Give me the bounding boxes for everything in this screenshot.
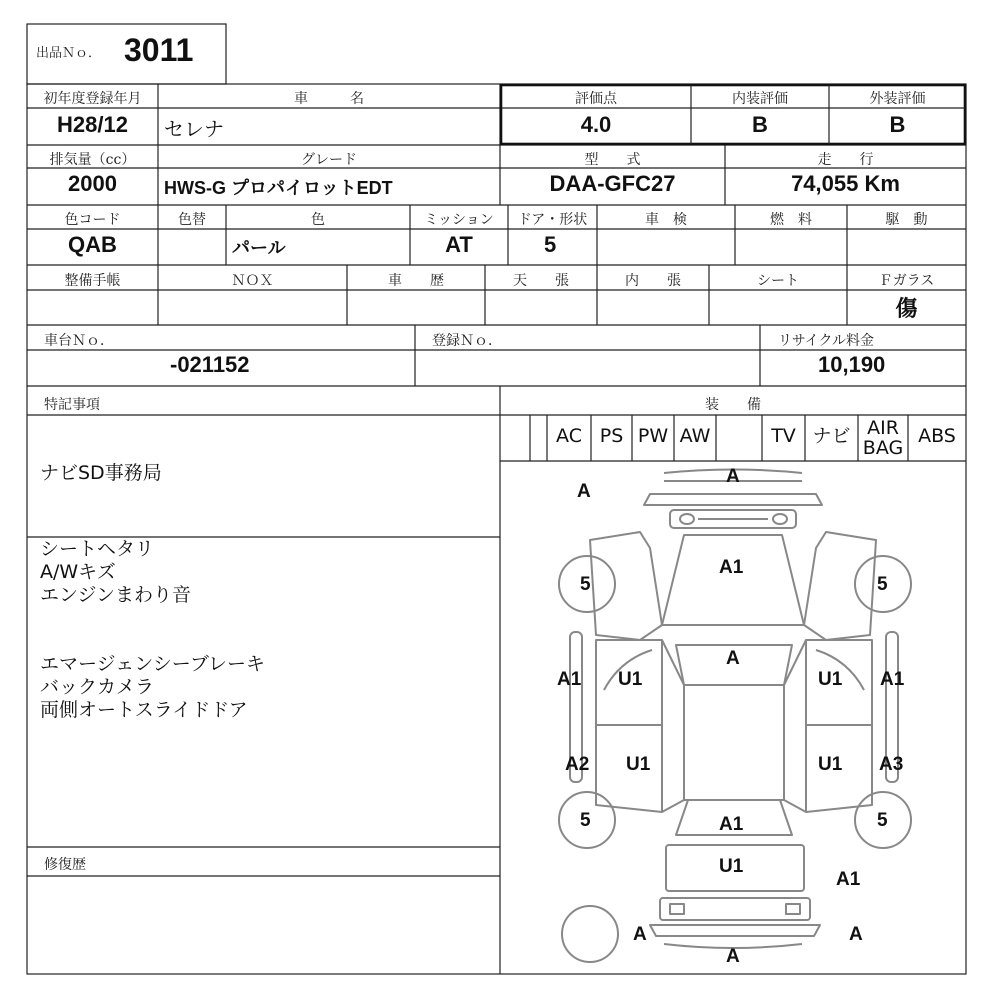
repair-label: 修復歴	[44, 857, 86, 873]
lot-number: 3011	[124, 32, 194, 68]
mark-right-rear-door: U1	[818, 754, 843, 775]
model-value: DAA-GFC27	[549, 171, 676, 196]
mark-right-quarter: A3	[879, 754, 904, 775]
mark-left-tire-front: 5	[580, 574, 591, 595]
mission-label: ミッション	[424, 212, 494, 228]
interior-label: 内装評価	[732, 91, 788, 107]
mark-rear-right: A1	[836, 869, 861, 890]
mark-left-front-door: U1	[618, 669, 643, 690]
mark-left-quarter: A2	[565, 754, 590, 775]
drive-label: 駆 動	[885, 212, 928, 228]
mark-rear-right-2: A	[849, 924, 863, 945]
lot-label: 出品Ｎｏ．	[36, 46, 102, 61]
mark-left-tire-rear: 5	[580, 810, 591, 831]
mark-rear-left: A	[633, 924, 647, 945]
equip-airbag: AIR BAG	[862, 417, 904, 459]
mark-left-fender: A1	[557, 669, 582, 690]
recycle-label: リサイクル料金	[778, 333, 875, 349]
fglass-label: Ｆガラス	[878, 273, 935, 289]
exterior-value: B	[889, 112, 906, 137]
roof-label: 天 張	[513, 273, 569, 289]
mark-windshield: A	[726, 648, 740, 669]
chassis-value: -021152	[170, 352, 250, 377]
recycle-value: 10,190	[818, 352, 886, 377]
equip-ac: AC	[556, 425, 582, 447]
interior-value: B	[752, 112, 768, 137]
mark-right-front-door: U1	[818, 669, 843, 690]
mark-front-left: A	[577, 481, 591, 502]
mark-left-rear-door: U1	[626, 754, 651, 775]
mileage-value: 74,055 Km	[791, 171, 900, 196]
door-value: 5	[544, 232, 557, 257]
mark-rear-glass: A1	[719, 814, 744, 835]
equipment-label: 装 備	[705, 397, 761, 413]
mission-value: AT	[445, 232, 473, 257]
equip-aw: AW	[679, 425, 711, 447]
mark-rear-bumper: A	[726, 946, 740, 967]
regno-label: 登録Ｎｏ．	[432, 333, 502, 349]
grade-value: HWS-G プロパイロットEDT	[164, 178, 393, 198]
displacement-label: 排気量（cc）	[49, 152, 136, 168]
notes-line1: ナビSD事務局	[40, 462, 162, 484]
notes-label: 特記事項	[44, 397, 100, 413]
fglass-value: 傷	[895, 297, 918, 322]
equip-ps: PS	[599, 425, 624, 447]
car-name-label: 車 名	[294, 91, 364, 107]
first-reg-value: H28/12	[57, 112, 128, 137]
car-name-value: セレナ	[164, 117, 224, 141]
first-reg-label: 初年度登録年月	[43, 91, 142, 107]
mark-right-tire-rear: 5	[877, 810, 888, 831]
mark-back-door: U1	[719, 856, 744, 877]
model-label: 型 式	[584, 152, 641, 168]
notes-block: シートヘタリ A/Wキズ エンジンまわり音 エマージェンシーブレーキ バックカメラ 両側オートスライドドア	[40, 538, 266, 721]
mileage-label: 走 行	[817, 152, 874, 168]
equip-abs: ABS	[918, 425, 956, 447]
mark-hood: A1	[719, 557, 744, 578]
score-value: 4.0	[580, 112, 612, 137]
equip-navi: ナビ	[812, 425, 851, 447]
inspection-label: 車 検	[645, 212, 687, 228]
door-label: ドア・形状	[517, 212, 588, 228]
color-code-label: 色コード	[64, 212, 121, 228]
fuel-label: 燃 料	[770, 212, 812, 228]
equip-tv: TV	[771, 425, 796, 447]
service-label: 整備手帳	[64, 273, 121, 289]
grade-label: グレード	[301, 152, 357, 168]
equip-pw: PW	[637, 425, 669, 447]
chassis-label: 車台Ｎｏ．	[44, 333, 114, 349]
history-label: 車 歴	[388, 273, 444, 289]
mark-right-fender: A1	[880, 669, 905, 690]
nox-label: ＮＯＸ	[231, 273, 274, 289]
color-value: パール	[232, 238, 286, 258]
color-label: 色	[311, 212, 325, 228]
exterior-label: 外装評価	[869, 91, 926, 107]
color-change-label: 色替	[178, 212, 206, 228]
mark-front-bumper: A	[726, 466, 740, 487]
displacement-value: 2000	[68, 171, 117, 196]
mark-right-tire-front: 5	[877, 574, 888, 595]
color-code-value: QAB	[68, 232, 117, 257]
score-label: 評価点	[575, 91, 617, 107]
seat-label: シート	[757, 273, 799, 289]
interior-trim-label: 内 張	[625, 273, 681, 289]
